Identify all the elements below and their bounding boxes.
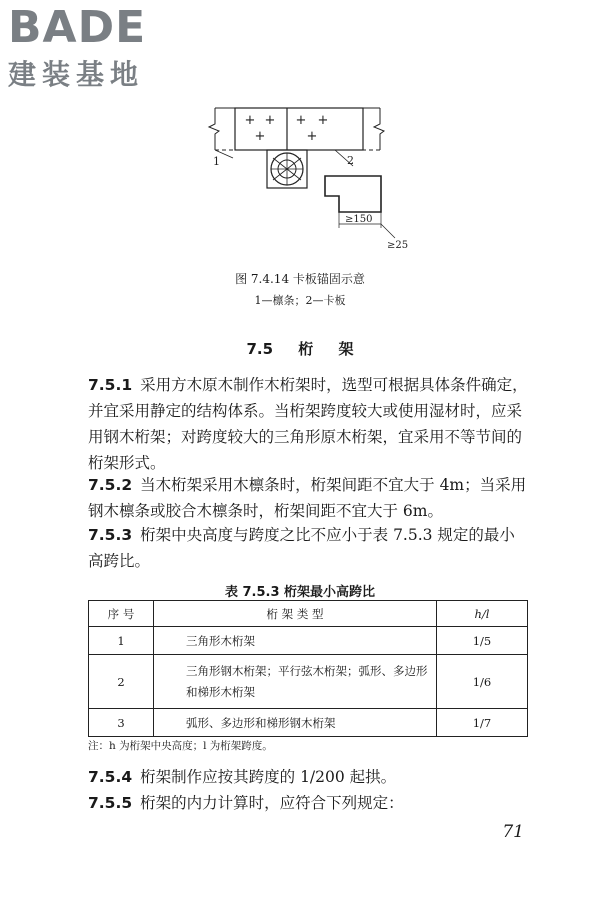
table-header-row <box>89 601 528 627</box>
clause-text: 桁架中央高度与跨度之比不应小于表 7.5.3 规定的最小高跨比。 <box>88 526 515 570</box>
cell-ratio: 1/6 <box>437 655 528 709</box>
header-ratio: h/l <box>437 601 528 627</box>
header-type: 桁 架 类 型 <box>154 601 437 627</box>
section-title-b: 架 <box>338 340 354 358</box>
anchor-diagram <box>195 100 425 260</box>
clause-7-5-2 <box>88 472 528 524</box>
logo-subtitle: 建装基地 <box>8 58 145 91</box>
cell-ratio: 1/7 <box>437 709 528 737</box>
svg-text:+: + <box>264 113 276 128</box>
cell-type: 弧形、多边形和梯形钢木桁架 <box>154 709 437 737</box>
cell-index: 3 <box>89 709 154 737</box>
section-title-a: 桁 <box>298 340 314 358</box>
cell-type: 三角形钢木桁架；平行弦木桁架；弧形、多边形和梯形木桁架 <box>154 655 437 709</box>
clause-number: 7.5.3 <box>88 526 133 544</box>
cell-type: 三角形木桁架 <box>154 627 437 655</box>
dim-gap: ≥25 <box>387 240 409 251</box>
clause-7-5-4 <box>88 764 528 790</box>
clause-text: 桁架制作应按其跨度的 1/200 起拱。 <box>140 768 397 786</box>
clause-text: 桁架的内力计算时，应符合下列规定： <box>140 794 404 812</box>
table-row <box>89 709 528 737</box>
table-note: 注：h 为桁架中央高度；l 为桁架跨度。 <box>88 740 273 752</box>
clause-text: 采用方木原木制作木桁架时，选型可根据具体条件确定，并宜采用静定的结构体系。当桁架跨度较大或使用湿材时，应采用钢木桁架；对跨度较大的三角形原木桁架，宜采用不等节间的桁架形式。 <box>88 376 528 472</box>
header-index: 序 号 <box>89 601 154 627</box>
label-clip: 2 <box>347 154 354 167</box>
figure-caption: 图 7.4.14 卡板锚固示意 <box>235 272 365 286</box>
clause-7-5-1 <box>88 372 528 476</box>
svg-text:+: + <box>306 129 318 144</box>
clause-number: 7.5.1 <box>88 376 133 394</box>
figure-legend: 1—檩条；2—卡板 <box>254 294 346 307</box>
label-purlin: 1 <box>213 155 220 168</box>
clause-number: 7.5.2 <box>88 476 133 494</box>
cell-ratio: 1/5 <box>437 627 528 655</box>
clause-number: 7.5.4 <box>88 768 133 786</box>
min-height-span-table <box>88 600 528 737</box>
brand-logo <box>8 2 178 92</box>
cell-index: 1 <box>89 627 154 655</box>
svg-text:+: + <box>317 113 329 128</box>
page-number: 71 <box>502 822 524 842</box>
clip-plate <box>325 176 381 212</box>
svg-text:+: + <box>254 129 266 144</box>
table-row <box>89 627 528 655</box>
clause-number: 7.5.5 <box>88 794 133 812</box>
table-row <box>89 655 528 709</box>
dim-width: ≥150 <box>345 214 373 225</box>
table-title: 表 7.5.3 桁架最小高跨比 <box>224 585 376 600</box>
svg-text:+: + <box>244 113 256 128</box>
logo-text: BADE <box>8 2 147 53</box>
section-heading <box>0 338 600 359</box>
section-number: 7.5 <box>246 340 274 358</box>
clause-text: 当木桁架采用木檩条时，桁架间距不宜大于 4m；当采用钢木檩条或胶合木檩条时，桁架间距不宜大于 6m。 <box>88 476 527 520</box>
clause-7-5-3 <box>88 522 528 574</box>
svg-text:+: + <box>295 113 307 128</box>
clause-7-5-5 <box>88 790 528 816</box>
cell-index: 2 <box>89 655 154 709</box>
